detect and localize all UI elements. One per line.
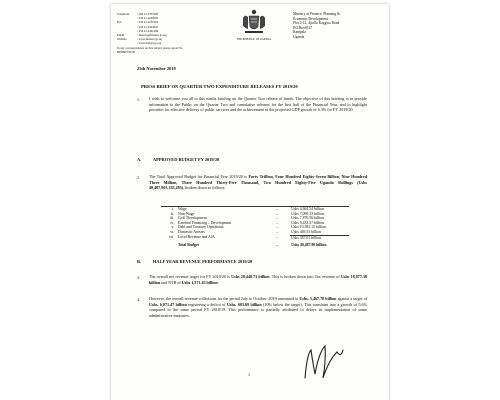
document-page <box>111 4 389 400</box>
paragraph-revenue-target <box>149 274 367 285</box>
row-number: i. <box>161 207 177 212</box>
paragraph-number: 1. <box>137 97 141 102</box>
contact-label: Telephone <box>117 12 130 16</box>
budget-amount: Ushs 7,099.33 billion <box>291 211 324 216</box>
total-row <box>161 240 349 248</box>
paragraph-number: 4. <box>137 297 141 302</box>
address-line: Economic Development <box>293 16 328 21</box>
row-number: v. <box>171 225 174 230</box>
text-run: . This is broken down into Tax revenue of <box>269 274 341 279</box>
section-heading: APPROVED BUDGET FY 2019/20 <box>153 157 220 162</box>
bold-amount: Ushs 18,877.30 billion <box>149 274 367 285</box>
section-letter: B. <box>137 259 142 264</box>
contact-label: Email <box>117 33 125 38</box>
section-heading: HALF YEAR REVENUE PERFORMANCE 2019/20 <box>153 259 253 264</box>
contact-label <box>117 41 137 45</box>
budget-item: Wage <box>177 207 264 212</box>
budget-amount: Ushs 449.53 billion <box>291 229 322 234</box>
address-line: P.O.Box8147 <box>293 25 313 30</box>
budget-item: Domestic Arrears <box>178 230 205 235</box>
dash: – <box>276 230 279 235</box>
address-line: Ministry of Finance, Planning & <box>293 12 340 16</box>
address-line: Kampala <box>293 30 306 34</box>
row-number: iii. <box>169 216 174 221</box>
paragraph-number: 3. <box>137 275 141 280</box>
bold-amount: Ushs. 6,071.47 billion <box>149 301 187 307</box>
text-run: The overall net revenue target for FY 2019/20 is <box>149 274 232 279</box>
handwritten-signature <box>299 340 351 384</box>
contact-label: Fax <box>117 20 122 25</box>
contact-value: : www.finance.go.ug <box>137 37 162 42</box>
address-line: Uganda <box>293 34 305 39</box>
bold-amount: Ushs 1,571.43 billion <box>181 279 218 285</box>
document-date: 25th November 2019 <box>137 66 176 71</box>
contact-label: Website <box>117 37 127 42</box>
paragraph-intro: I wish to welcome you all to this media briefing on the Quarter Two release of funds. The objective of this briefing is to provide information to the Public on the Quarter Two and cumulative releases for the first half of the Financial Year, and to highlight priorities for effective delivery of public services and the achievement of the projected GDP growth of 6.3% for FY 2019/20. <box>149 96 367 113</box>
total-label: Total Budget <box>178 243 199 248</box>
bold-amount: Ushs 20,448.73 billion <box>231 274 270 279</box>
dash: – <box>276 216 279 221</box>
dash: – <box>276 225 279 230</box>
dash: – <box>276 235 279 240</box>
text-run: , broken down as follows: <box>183 185 226 191</box>
row-number: ii. <box>170 211 174 216</box>
dash: – <box>276 220 279 225</box>
contact-value: : 256 41 4232095 <box>137 16 159 21</box>
paragraph-budget <box>149 174 367 191</box>
text-run: The Total Approved Budget for Financial Year 2019/20 is <box>149 174 249 179</box>
contact-block <box>117 12 197 54</box>
text-run: and NTR of <box>160 279 182 285</box>
reference-number: In any correspondence on this subject please quote No. BPD86/150/30 <box>117 45 184 54</box>
contact-value: : www.budget.go.ug <box>137 41 162 46</box>
contact-value: : 256 41 4230163 <box>137 20 159 25</box>
budget-item: Debt and Treasury Operations <box>178 225 224 230</box>
bold-amount: Ushs. 5,467.78 billion <box>299 296 337 301</box>
ministry-address <box>293 12 383 39</box>
row-number: iv. <box>170 220 174 225</box>
contact-value: : 256 41 4343023 <box>137 24 159 29</box>
contact-value: : 256 41 4707000 <box>137 12 159 16</box>
budget-table <box>161 206 349 248</box>
dash: – <box>276 243 279 248</box>
row-number: vi. <box>170 230 174 235</box>
bold-amount: Ushs. 603.69 billion <box>226 301 262 307</box>
budget-amount: Ushs 4,664.54 billion <box>290 207 349 212</box>
dash: – <box>264 207 290 212</box>
budget-amount: Ushs 9,433.57 billion <box>291 220 324 225</box>
budget-item: External Financing – Development <box>178 220 232 225</box>
budget-amount: Ushs 10,583.15 billion <box>291 225 326 230</box>
total-amount: Ushs 40,487.90 billion <box>291 243 327 248</box>
text-run: against a target of <box>336 296 367 301</box>
budget-item: Local Revenue and AIA <box>178 235 215 240</box>
paragraph-revenue-collections <box>149 296 367 318</box>
contact-value: : 256 41 4341286 <box>137 28 159 33</box>
page-number: 1 <box>248 372 250 377</box>
budget-amount-words: Forty Trillion, Four Hundred Eighty-Seven Billion, Nine Hundred Three Million, Three Hundred Thirty-Five Thousand, Two Hundred Eighty-Five Uganda Shillings (Ushs 40,487,903,335,285) <box>149 174 367 191</box>
dash: – <box>276 211 279 216</box>
coat-of-arms-icon <box>239 8 269 36</box>
budget-amount: Ushs 387.01 billion <box>290 235 349 240</box>
row-number: vii. <box>169 235 174 240</box>
text-run: registering a deficit of <box>186 301 227 307</box>
crest-caption: THE REPUBLIC OF UGANDA <box>236 38 272 41</box>
text-run: . <box>217 279 219 285</box>
budget-item: GoU Development <box>178 216 207 221</box>
address-line: Plot 2-12, Apollo Kaggwa Road <box>293 21 340 25</box>
section-letter: A. <box>137 157 142 162</box>
budget-amount: Ushs 7,870.56 billion <box>291 216 324 221</box>
paragraph-number: 2. <box>137 175 141 180</box>
text-run: However, the overall revenue collections for the period July to October, 2019 amounted to <box>149 296 300 301</box>
row-number <box>161 240 177 248</box>
budget-item: Non-Wage <box>178 211 195 216</box>
contact-value: : finance@finance.go.ug <box>137 33 167 38</box>
text-run: (10% below the target). This translates into a growth of 5.6% compared to the same period FY 2018/19. This performance is partially attributed to delays in implementation of some administrative measures. <box>149 301 367 318</box>
document-title: PRESS BRIEF ON QUARTER TWO EXPENDITURE RELEASES FY 2019/20 <box>141 84 298 89</box>
